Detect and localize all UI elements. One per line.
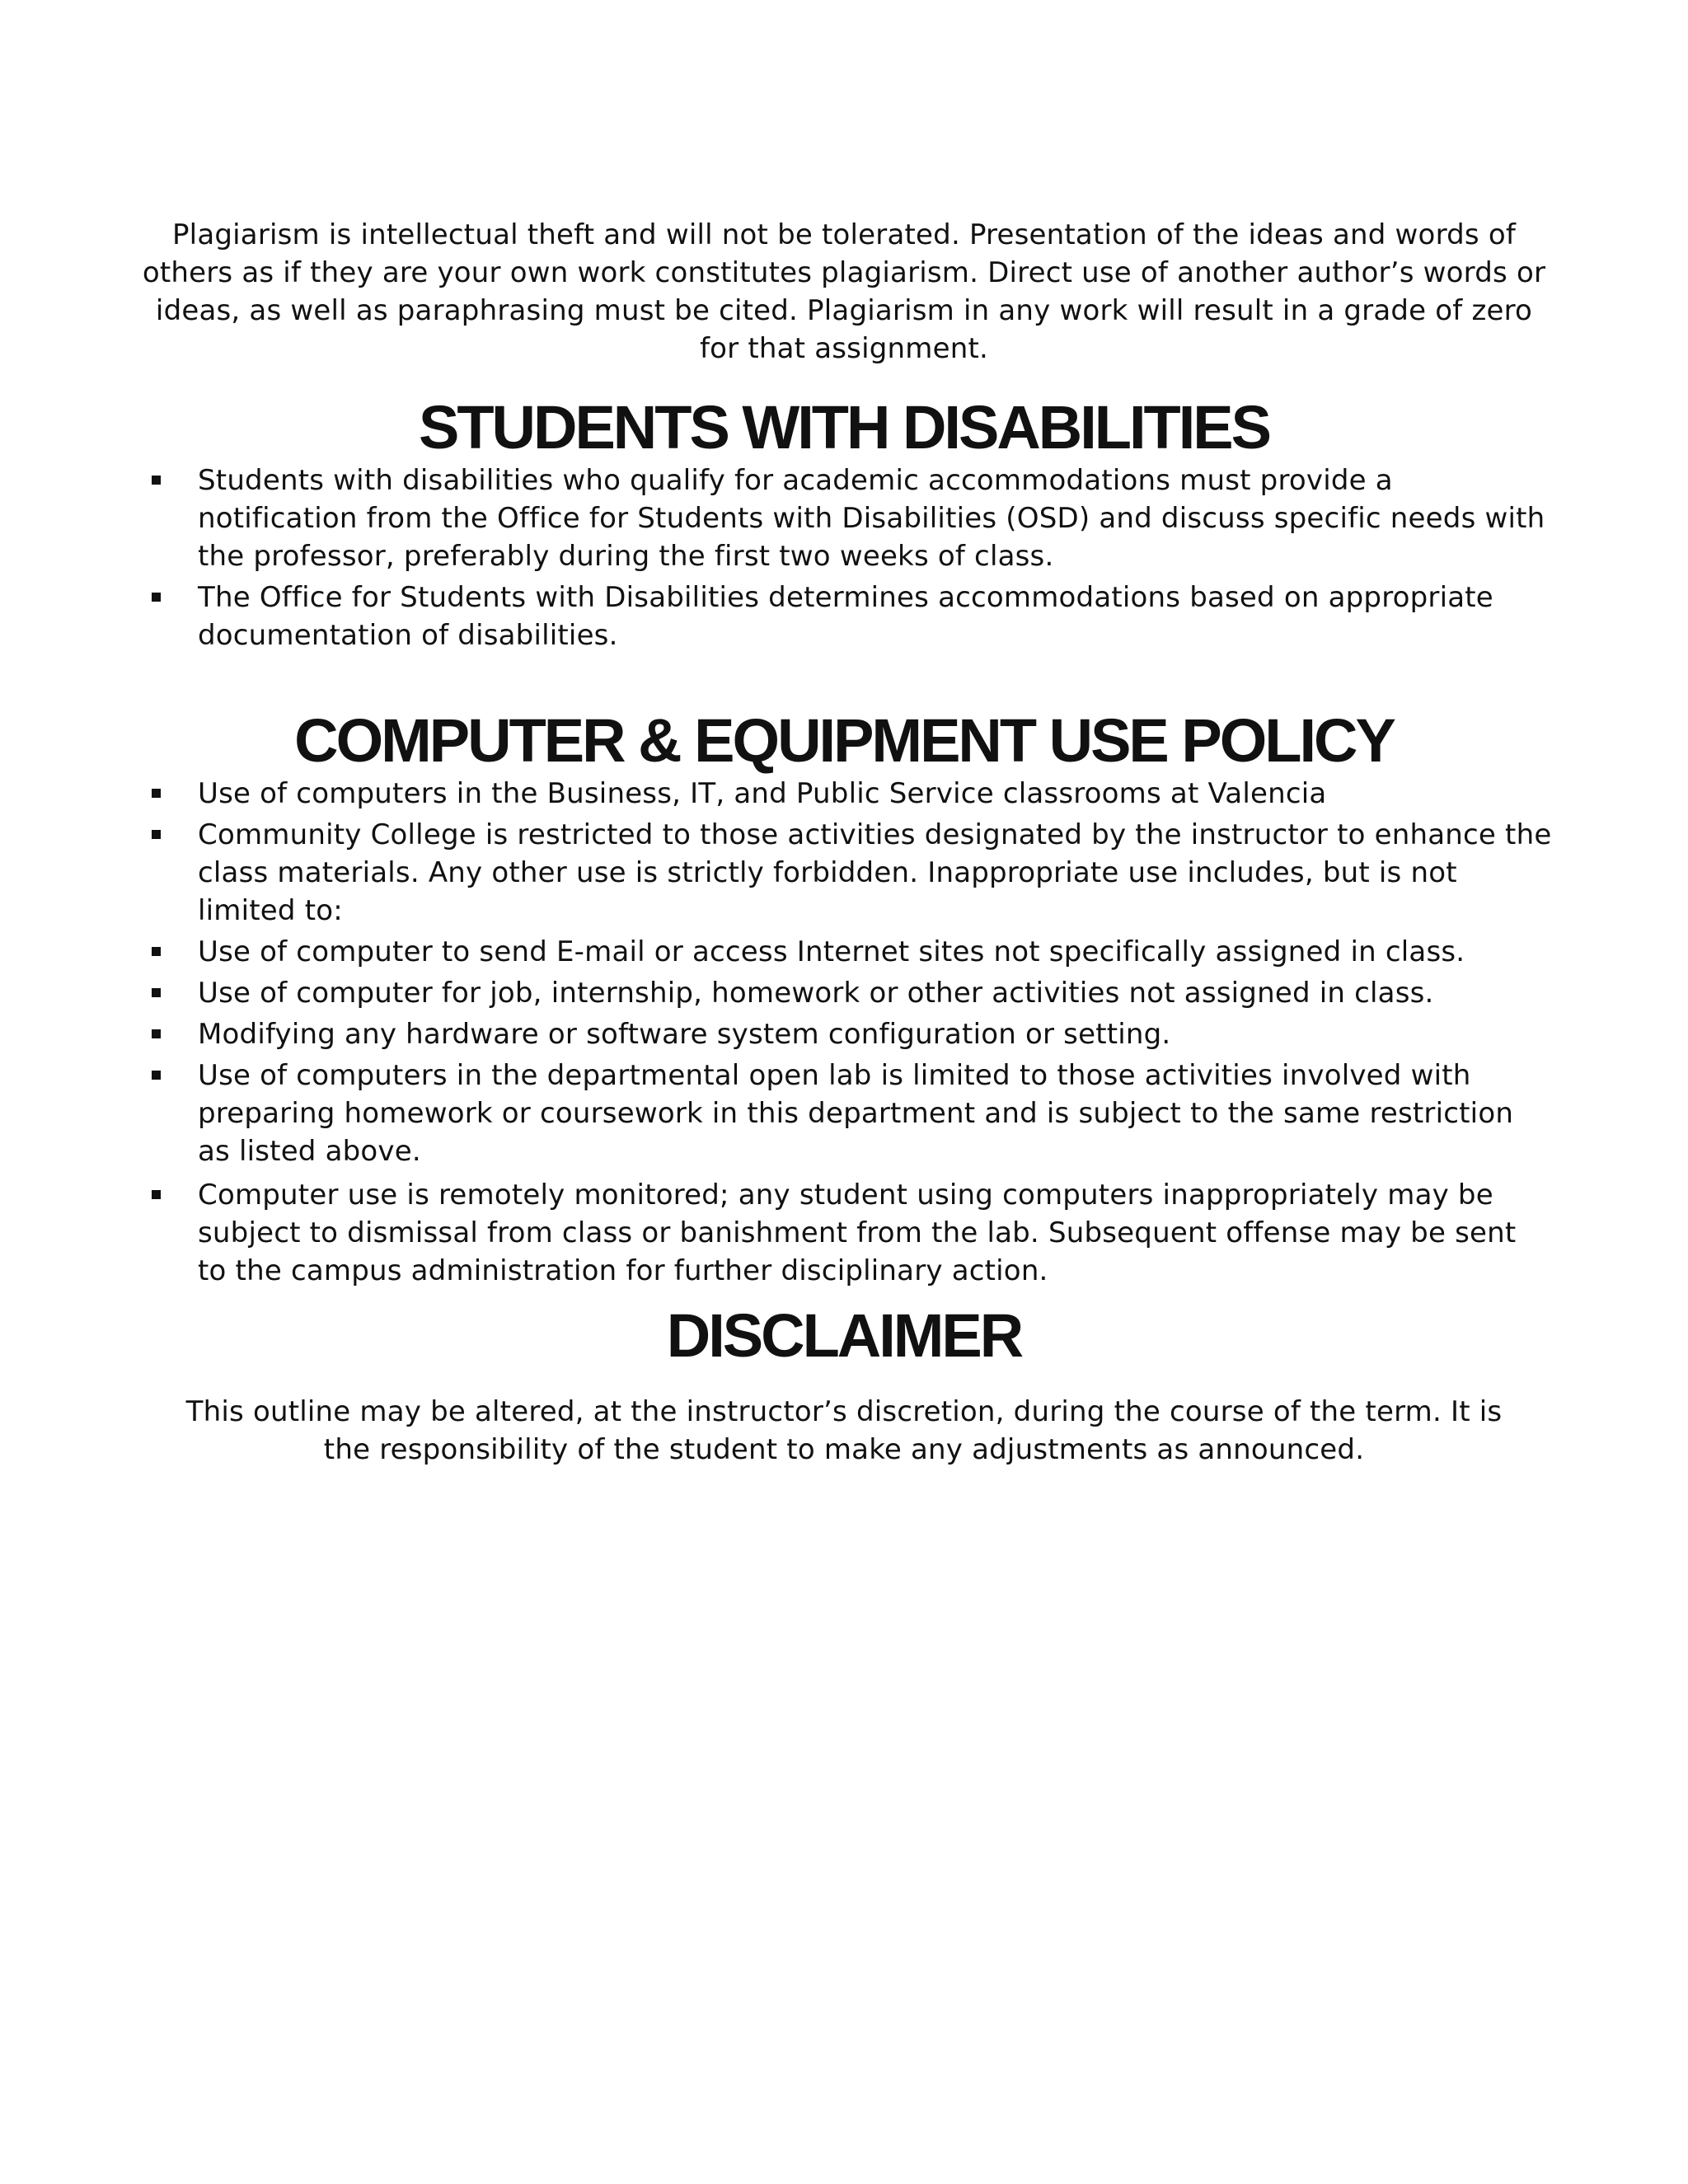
students-with-disabilities-heading: STUDENTS WITH DISABILITIES xyxy=(419,393,1269,462)
list-item xyxy=(152,775,1553,813)
list-item xyxy=(152,462,1553,575)
square-bullet-icon xyxy=(152,476,161,485)
list-item-text: Students with disabilities who qualify for academic accommodations must provide a notification from the Office for Students with Disabilities (OSD) and discuss specific needs with the professor, preferably during the first two weeks of class. xyxy=(198,464,1545,573)
square-bullet-icon xyxy=(152,593,161,602)
computer-equipment-policy-heading: COMPUTER & EQUIPMENT USE POLICY xyxy=(294,706,1394,775)
list-item-text: Use of computer to send E-mail or access Internet sites not specifically assigned in class. xyxy=(198,935,1465,968)
list-item xyxy=(152,933,1553,971)
disabilities-list xyxy=(152,462,1553,654)
list-item-text: Modifying any hardware or software system configuration or setting. xyxy=(198,1018,1171,1051)
computer-policy-list xyxy=(152,775,1553,1290)
list-item xyxy=(152,1015,1553,1053)
square-bullet-icon xyxy=(152,947,161,956)
square-bullet-icon xyxy=(152,830,161,839)
square-bullet-icon xyxy=(152,988,161,997)
list-item xyxy=(152,1176,1553,1290)
list-item-text: Use of computer for job, internship, homework or other activities not assigned in class. xyxy=(198,977,1434,1010)
square-bullet-icon xyxy=(152,1190,161,1199)
list-item-text: Use of computers in the departmental open lab is limited to those activities involved with preparing homework or coursework in this department and is subject to the same restriction as listed above. xyxy=(198,1059,1514,1168)
list-item-text: Community College is restricted to those activities designated by the instructor to enhance the class materials. Any other use is strictly forbidden. Inappropriate use includes, but is not limited to: xyxy=(198,818,1552,927)
disclaimer-paragraph: This outline may be altered, at the instructor’s discretion, during the course of the term. It is the responsibility of the student to make any adjustments as announced. xyxy=(185,1395,1503,1466)
list-item xyxy=(152,1057,1553,1170)
list-item xyxy=(152,974,1553,1012)
square-bullet-icon xyxy=(152,1029,161,1038)
list-item xyxy=(152,816,1553,930)
square-bullet-icon xyxy=(152,789,161,798)
list-item-text: The Office for Students with Disabilities determines accommodations based on appropriate documentation of disabilities. xyxy=(198,581,1493,652)
list-item xyxy=(152,579,1553,654)
disclaimer-heading: DISCLAIMER xyxy=(666,1301,1022,1370)
square-bullet-icon xyxy=(152,1071,161,1080)
list-item-text: Use of computers in the Business, IT, and Public Service classrooms at Valencia xyxy=(198,777,1327,810)
list-item-text: Computer use is remotely monitored; any student using computers inappropriately may be subject to dismissal from class or banishment from the lab. Subsequent offense may be sent to the campus administration for further disciplinary action. xyxy=(198,1179,1517,1287)
plagiarism-paragraph: Plagiarism is intellectual theft and will not be tolerated. Presentation of the ideas and words of others as if they are your own work constitutes plagiarism. Direct use of another author’s words or ideas, as well as paraphrasing must be cited. Plagiarism in any work will result in a grade of zero for that assignment. xyxy=(142,218,1546,365)
